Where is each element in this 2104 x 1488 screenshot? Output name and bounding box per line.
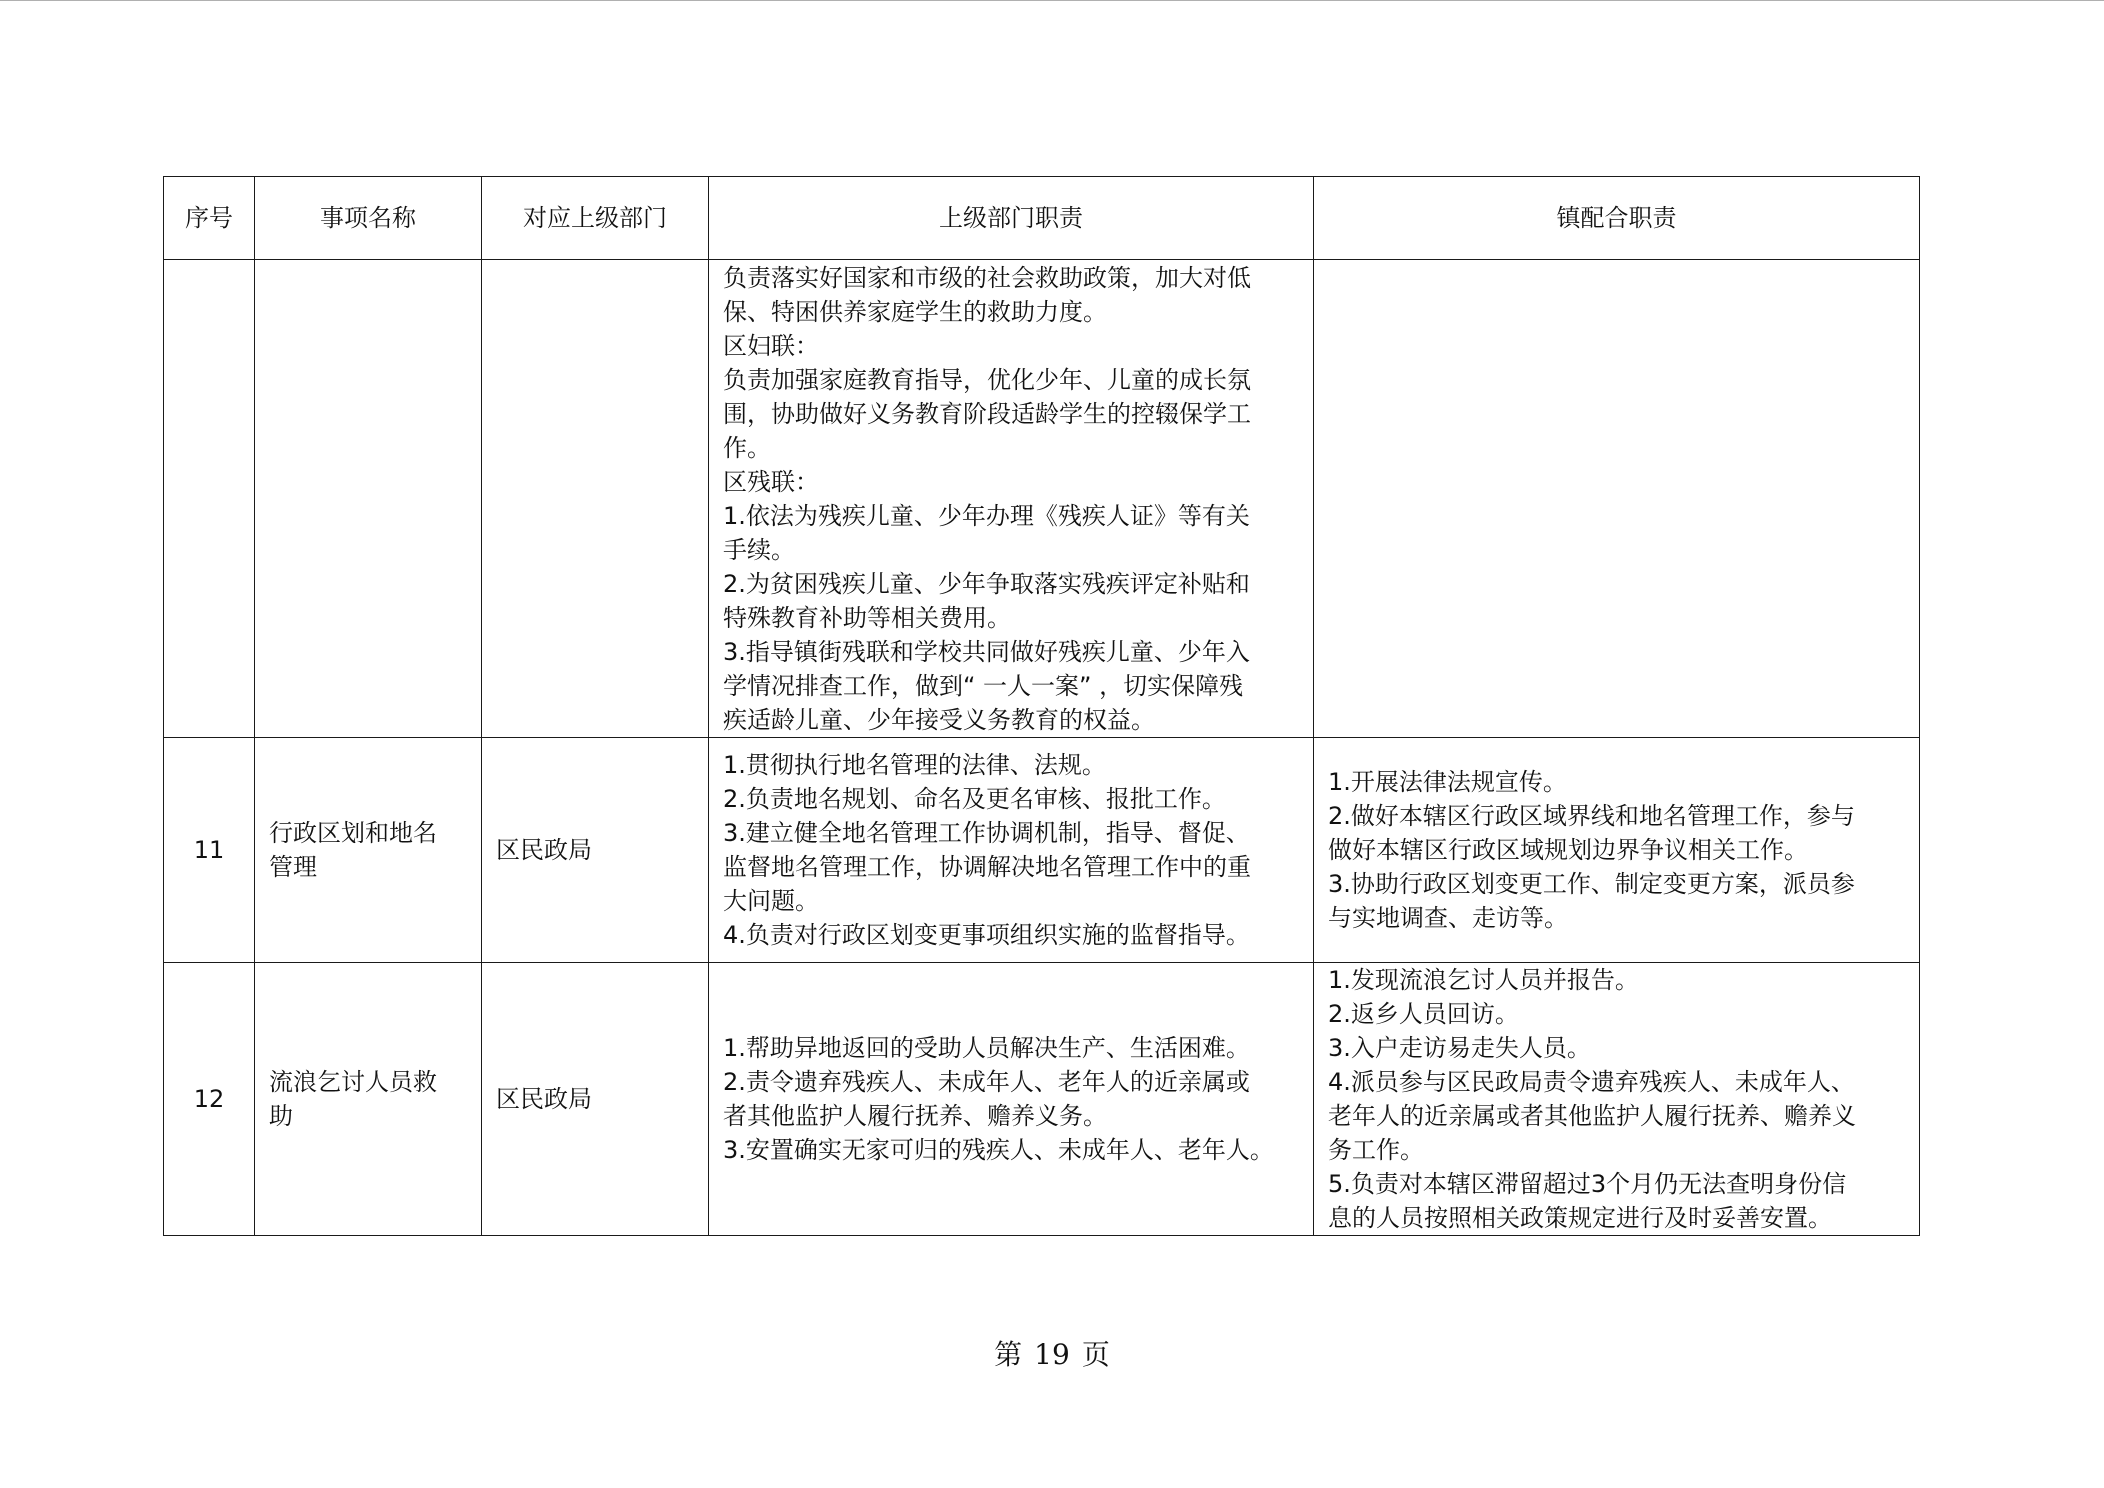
text-line: 者其他监护人履行抚养、赡养义务。 [723,1102,1107,1130]
text-line: 学情况排查工作，做到“ 一人一案” ，切实保障残 [723,671,1244,700]
header-item-name: 事项名称 [255,177,482,260]
cell-item-name [255,738,482,963]
text-line: 3.建立健全地名管理工作协调机制，指导、督促、 [723,819,1250,847]
text-line: 老年人的近亲属或者其他监护人履行抚养、赡养义 [1328,1102,1856,1130]
cell-dept-duty [709,260,1314,738]
text-line: 2.做好本辖区行政区域界线和地名管理工作，参与 [1328,802,1855,830]
text-line: 2.返乡人员回访。 [1328,1000,1519,1028]
page-number: 19 [1034,1338,1070,1371]
header-dept-duty: 上级部门职责 [709,177,1314,260]
text-line: 4.派员参与区民政局责令遗弃残疾人、未成年人、 [1328,1068,1855,1096]
text-line: 区妇联： [723,331,819,360]
header-dept: 对应上级部门 [482,177,709,260]
text-line: 手续。 [723,535,795,564]
text-line: 息的人员按照相关政策规定进行及时妥善安置。 [1328,1204,1832,1232]
cell-seq: 12 [164,963,255,1236]
page-footer [0,1333,2104,1373]
table-row-11 [164,738,1920,963]
cell-item-name [255,260,482,738]
text-line: 负责加强家庭教育指导，优化少年、儿童的成长氛 [723,365,1251,394]
header-town-duty: 镇配合职责 [1314,177,1920,260]
text-line: 3.安置确实无家可归的残疾人、未成年人、老年人。 [723,1136,1274,1164]
text-line: 大问题。 [723,887,819,915]
text-line: 行政区划和地名 [269,819,437,847]
text-line: 1.发现流浪乞讨人员并报告。 [1328,966,1639,994]
text-line: 1.帮助异地返回的受助人员解决生产、生活困难。 [723,1034,1250,1062]
text-line: 作。 [723,433,771,462]
header-seq: 序号 [164,177,255,260]
page-suffix: 页 [1081,1338,1110,1371]
cell-dept: 区民政局 [482,738,709,963]
cell-seq: 11 [164,738,255,963]
text-line: 5.负责对本辖区滞留超过3个月仍无法查明身份信 [1328,1170,1847,1198]
text-line: 负责落实好国家和市级的社会救助政策，加大对低 [723,263,1251,292]
text-line: 保、特困供养家庭学生的救助力度。 [723,297,1107,326]
text-line: 管理 [269,853,317,881]
text-line: 1.依法为残疾儿童、少年办理《残疾人证》等有关 [723,501,1250,530]
cell-seq [164,260,255,738]
table-header-row [164,177,1920,260]
text-line: 1.贯彻执行地名管理的法律、法规。 [723,751,1106,779]
cell-dept: 区民政局 [482,963,709,1236]
text-line: 3.入户走访易走失人员。 [1328,1034,1591,1062]
text-line: 与实地调查、走访等。 [1328,904,1568,932]
text-line: 围，协助做好义务教育阶段适龄学生的控辍保学工 [723,399,1251,428]
top-border-line [0,0,2104,1]
text-line: 3.协助行政区划变更工作、制定变更方案，派员参 [1328,870,1855,898]
text-line: 2.负责地名规划、命名及更名审核、报批工作。 [723,785,1226,813]
text-line: 1.开展法律法规宣传。 [1328,768,1567,796]
cell-dept [482,260,709,738]
text-line: 疾适龄儿童、少年接受义务教育的权益。 [723,705,1155,734]
text-line: 2.为贫困残疾儿童、少年争取落实残疾评定补贴和 [723,569,1250,598]
text-line: 做好本辖区行政区域规划边界争议相关工作。 [1328,836,1808,864]
text-line: 务工作。 [1328,1136,1424,1164]
cell-town-duty [1314,738,1920,963]
cell-town-duty [1314,963,1920,1236]
table-row-12 [164,963,1920,1236]
text-line: 区残联： [723,467,819,496]
cell-town-duty [1314,260,1920,738]
duty-table [163,176,1920,1236]
cell-item-name [255,963,482,1236]
table-row-continued [164,260,1920,738]
text-line: 3.指导镇街残联和学校共同做好残疾儿童、少年入 [723,637,1250,666]
text-line: 助 [269,1102,293,1130]
text-line: 流浪乞讨人员救 [269,1068,437,1096]
cell-dept-duty [709,963,1314,1236]
text-line: 监督地名管理工作，协调解决地名管理工作中的重 [723,853,1251,881]
text-line: 2.责令遗弃残疾人、未成年人、老年人的近亲属或 [723,1068,1250,1096]
text-line: 特殊教育补助等相关费用。 [723,603,1011,632]
text-line: 4.负责对行政区划变更事项组织实施的监督指导。 [723,921,1250,949]
cell-dept-duty [709,738,1314,963]
page-prefix: 第 [994,1338,1023,1371]
